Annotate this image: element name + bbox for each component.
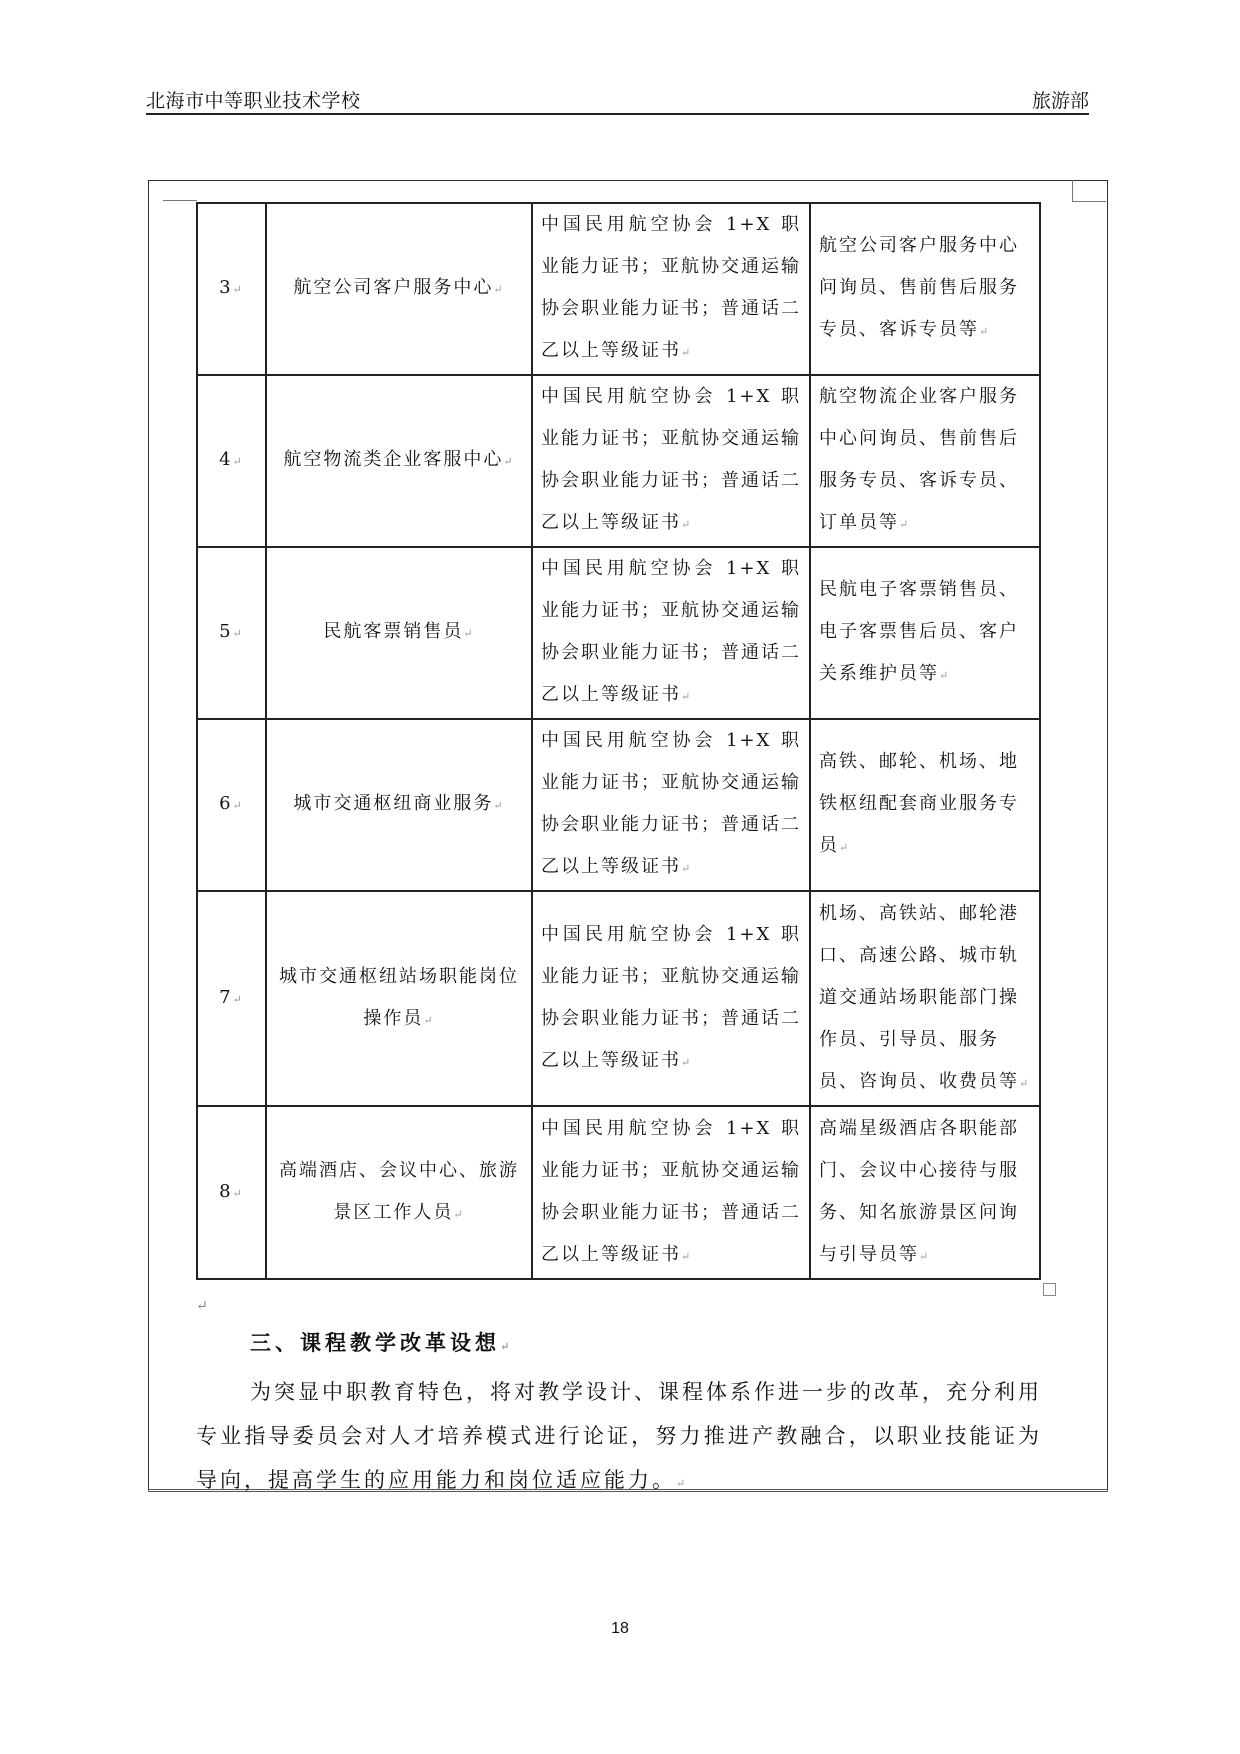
- job-titles: 航空物流企业客户服务中心问询员、售前售后服务专员、客诉专员、订单员等↵: [810, 375, 1040, 547]
- qualification-table: [196, 202, 1041, 1280]
- row-number: 3↵: [197, 203, 266, 375]
- header-department: 旅游部: [1031, 90, 1089, 112]
- table-row: [197, 203, 1040, 375]
- table-row: [197, 547, 1040, 719]
- header-rule: [146, 113, 1089, 115]
- certificates: 中国民用航空协会 1+X 职业能力证书；亚航协交通运输协会职业能力证书；普通话二乙以上等级证书↵: [532, 375, 810, 547]
- table-row: [197, 1106, 1040, 1279]
- certificates: 中国民用航空协会 1+X 职业能力证书；亚航协交通运输协会职业能力证书；普通话二乙以上等级证书↵: [532, 203, 810, 375]
- job-position: 高端酒店、会议中心、旅游景区工作人员↵: [266, 1106, 532, 1279]
- row-number: 8↵: [197, 1106, 266, 1279]
- table-resize-handle[interactable]: [1043, 1283, 1056, 1296]
- job-titles: 民航电子客票销售员、电子客票售后员、客户关系维护员等↵: [810, 547, 1040, 719]
- certificates: 中国民用航空协会 1+X 职业能力证书；亚航协交通运输协会职业能力证书；普通话二乙以上等级证书↵: [532, 891, 810, 1106]
- job-position: 民航客票销售员↵: [266, 547, 532, 719]
- job-position: 城市交通枢纽站场职能岗位操作员↵: [266, 891, 532, 1106]
- row-number: 7↵: [197, 891, 266, 1106]
- table-row: [197, 891, 1040, 1106]
- header-school-name: 北海市中等职业技术学校: [146, 90, 361, 112]
- job-position: 航空物流类企业客服中心↵: [266, 375, 532, 547]
- job-position: 城市交通枢纽商业服务↵: [266, 719, 532, 891]
- page-number: 18: [611, 1620, 629, 1637]
- job-position: 航空公司客户服务中心↵: [266, 203, 532, 375]
- row-number: 6↵: [197, 719, 266, 891]
- job-titles: 机场、高铁站、邮轮港口、高速公路、城市轨道交通站场职能部门操作员、引导员、服务员、咨询员、收费员等↵: [810, 891, 1040, 1106]
- table-row: [197, 375, 1040, 547]
- paragraph-mark: ↵: [196, 1298, 208, 1314]
- crop-mark-top-right: [1072, 180, 1106, 202]
- job-titles: 航空公司客户服务中心问询员、售前售后服务专员、客诉专员等↵: [810, 203, 1040, 375]
- table-row: [197, 719, 1040, 891]
- job-titles: 高端星级酒店各职能部门、会议中心接待与服务、知名旅游景区问询与引导员等↵: [810, 1106, 1040, 1279]
- section-heading: 三、课程教学改革设想↵: [250, 1330, 514, 1355]
- section-paragraph: 为突显中职教育特色，将对教学设计、课程体系作进一步的改革，充分利用专业指导委员会对人才培养模式进行论证，努力推进产教融合，以职业技能证为导向，提高学生的应用能力和岗位适应能力。↵: [196, 1380, 1042, 1492]
- certificates: 中国民用航空协会 1+X 职业能力证书；亚航协交通运输协会职业能力证书；普通话二乙以上等级证书↵: [532, 1106, 810, 1279]
- row-number: 5↵: [197, 547, 266, 719]
- certificates: 中国民用航空协会 1+X 职业能力证书；亚航协交通运输协会职业能力证书；普通话二乙以上等级证书↵: [532, 547, 810, 719]
- certificates: 中国民用航空协会 1+X 职业能力证书；亚航协交通运输协会职业能力证书；普通话二乙以上等级证书↵: [532, 719, 810, 891]
- job-titles: 高铁、邮轮、机场、地铁枢纽配套商业服务专员↵: [810, 719, 1040, 891]
- crop-mark-top-left: [163, 200, 197, 202]
- row-number: 4↵: [197, 375, 266, 547]
